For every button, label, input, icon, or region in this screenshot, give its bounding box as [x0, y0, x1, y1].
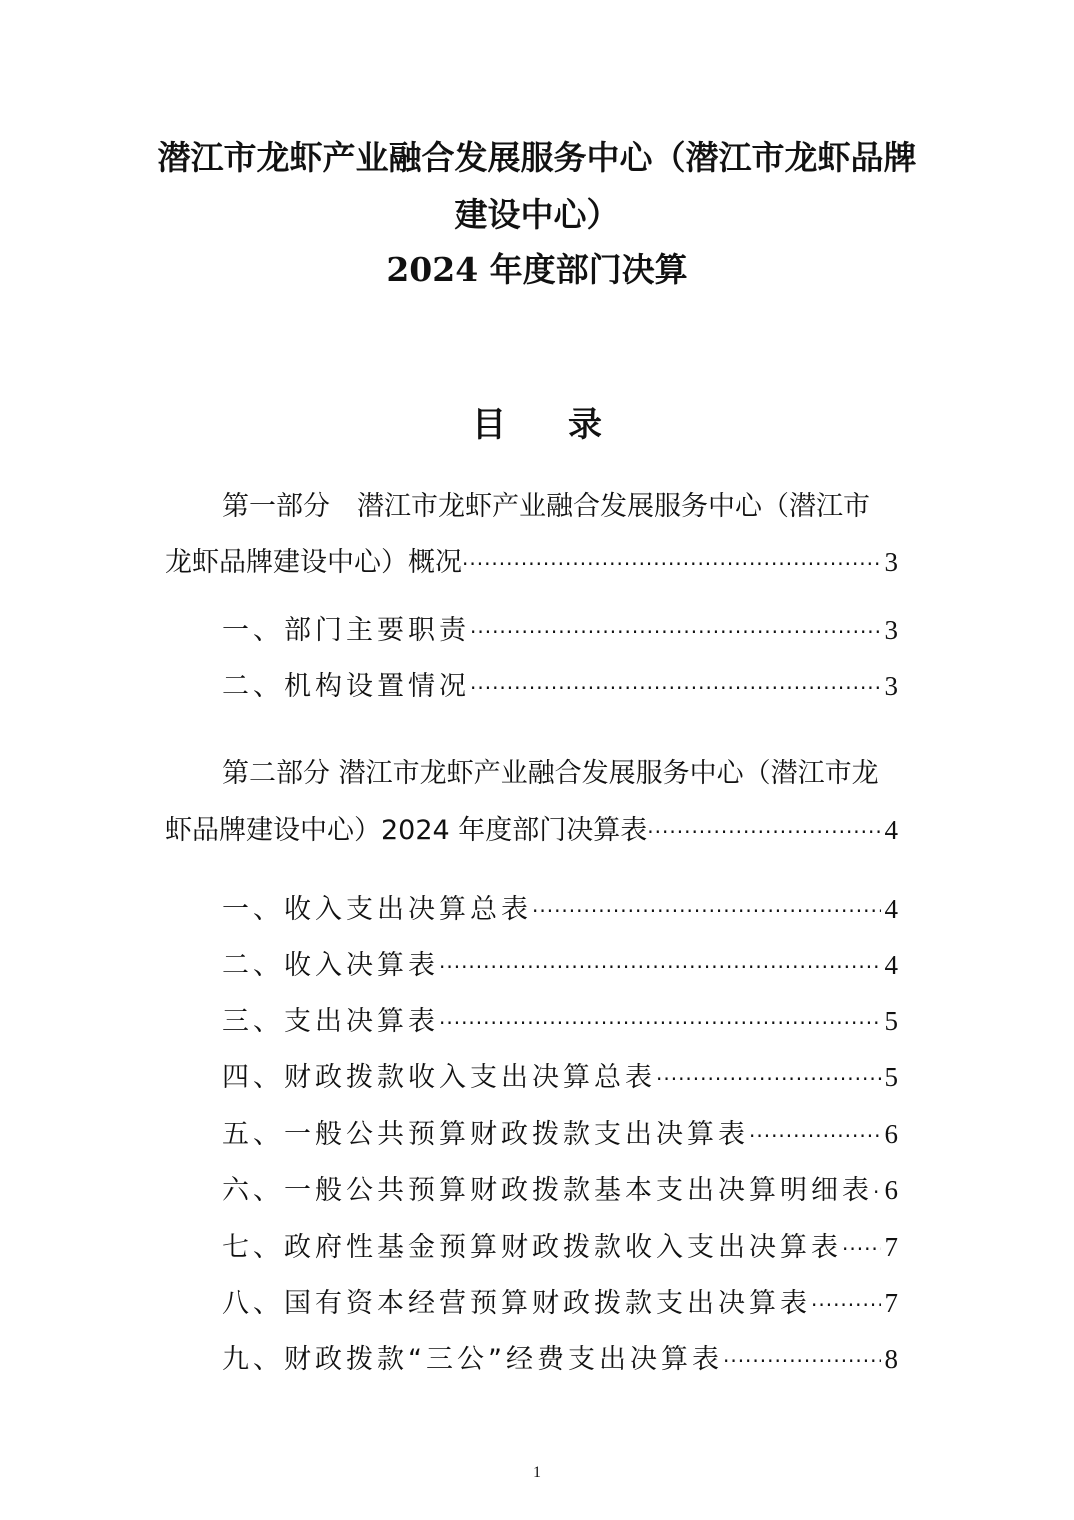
toc-page-number: 4 — [884, 815, 898, 845]
dot-leader — [470, 615, 881, 649]
toc-part2-line1: 第二部分 潜江市龙虾产业融合发展服务中心（潜江市龙 — [222, 758, 879, 789]
toc-entry-label: 八、国有资本经营预算财政拨款支出决算表 — [222, 1288, 811, 1319]
toc-entry-label: 二、机构设置情况 — [222, 671, 470, 702]
toc-page-number: 6 — [884, 1119, 898, 1149]
toc-page-number: 4 — [884, 894, 898, 924]
toc-entry[interactable] — [222, 669, 898, 705]
toc-entry-label: 二、收入决算表 — [222, 950, 439, 981]
toc-page-number: 7 — [884, 1288, 898, 1318]
toc-entry[interactable] — [222, 948, 898, 984]
dot-leader — [439, 1006, 881, 1040]
dot-leader — [470, 671, 881, 705]
toc-entry[interactable] — [222, 1230, 898, 1266]
toc-page-number: 3 — [884, 547, 898, 577]
dot-leader — [842, 1232, 881, 1266]
toc-entry[interactable] — [222, 892, 898, 928]
document-title-line-2: 建设中心） — [454, 195, 620, 234]
toc-entry-label: 一、部门主要职责 — [222, 615, 470, 646]
toc-entry-label: 四、财政拨款收入支出决算总表 — [222, 1062, 656, 1093]
toc-page-number: 6 — [884, 1175, 898, 1205]
toc-entry[interactable] — [222, 1117, 898, 1153]
toc-page-number: 8 — [884, 1344, 898, 1374]
dot-leader — [656, 1062, 881, 1096]
toc-heading: 目录 — [472, 405, 664, 445]
dot-leader — [647, 815, 880, 849]
toc-page-number: 7 — [884, 1232, 898, 1262]
toc-entry-label: 虾品牌建设中心）2024 年度部门决算表 — [165, 815, 648, 846]
toc-entry[interactable] — [222, 613, 898, 649]
toc-page-number: 4 — [884, 950, 898, 980]
toc-entry-label: 三、支出决算表 — [222, 1006, 439, 1037]
toc-entry-label: 五、一般公共预算财政拨款支出决算表 — [222, 1119, 749, 1150]
toc-entry[interactable] — [222, 1342, 898, 1378]
dot-leader — [811, 1288, 881, 1322]
document-title-line-1: 潜江市龙虾产业融合发展服务中心（潜江市龙虾品牌 — [157, 138, 917, 177]
document-title-line-3: 2024 年度部门决算 — [386, 250, 688, 289]
toc-page-number: 5 — [884, 1062, 898, 1092]
toc-page-number: 3 — [884, 671, 898, 701]
toc-entry-label: 九、财政拨款“三公”经费支出决算表 — [222, 1344, 723, 1375]
toc-entry[interactable] — [222, 1286, 898, 1322]
dot-leader — [723, 1344, 881, 1378]
toc-part1-line1: 第一部分 潜江市龙虾产业融合发展服务中心（潜江市 — [222, 491, 870, 522]
toc-entry-label: 一、收入支出决算总表 — [222, 894, 532, 925]
toc-entry-label: 七、政府性基金预算财政拨款收入支出决算表 — [222, 1232, 842, 1263]
dot-leader — [462, 547, 881, 581]
toc-entry-part2[interactable] — [165, 813, 898, 849]
dot-leader — [532, 894, 881, 928]
toc-page-number: 3 — [884, 615, 898, 645]
toc-page-number: 5 — [884, 1006, 898, 1036]
toc-entry-label: 龙虾品牌建设中心）概况 — [165, 547, 462, 578]
toc-entry[interactable] — [222, 1173, 898, 1209]
dot-leader — [873, 1175, 881, 1209]
dot-leader — [749, 1119, 881, 1153]
page-number-footer: 1 — [533, 1464, 541, 1481]
toc-entry[interactable] — [222, 1060, 898, 1096]
toc-entry-label: 六、一般公共预算财政拨款基本支出决算明细表 — [222, 1175, 873, 1206]
dot-leader — [439, 950, 881, 984]
toc-entry-part1[interactable] — [165, 545, 898, 581]
toc-entry[interactable] — [222, 1004, 898, 1040]
